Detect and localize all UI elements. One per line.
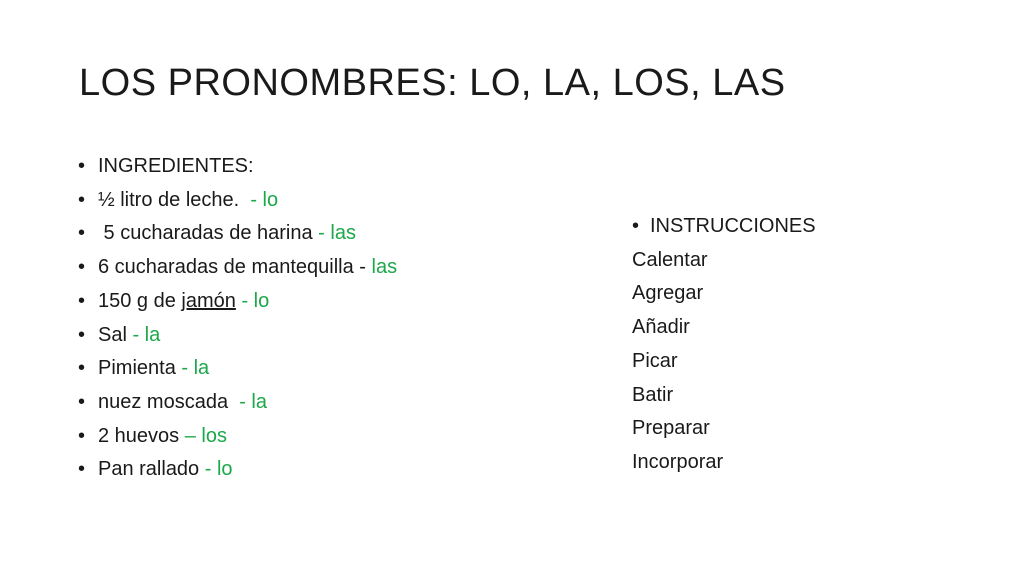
ingredient-text: Sal <box>98 323 133 346</box>
ingredient-text: Pimienta <box>98 357 182 380</box>
ingredient-text: 2 huevos <box>98 424 185 447</box>
bullet-icon: • <box>78 155 86 177</box>
list-item <box>78 217 397 251</box>
ingredient-text: nuez moscada <box>98 390 240 413</box>
ingredient-pronoun: - la <box>132 323 161 346</box>
instructions-steps <box>632 244 816 480</box>
ingredient-text: Pan rallado <box>98 458 205 481</box>
ingredient-pronoun: – los <box>184 424 227 447</box>
instructions-section <box>632 210 816 480</box>
list-item: Incorporar <box>632 450 724 473</box>
bullet-icon: • <box>78 424 86 447</box>
ingredient-pronoun: - lo <box>235 289 270 312</box>
bullet-icon: • <box>78 188 86 211</box>
ingredient-pronoun: - la <box>181 357 210 380</box>
ingredient-pronoun: - las <box>318 222 356 245</box>
list-item <box>78 352 397 386</box>
list-item: Picar <box>632 349 678 372</box>
ingredient-pronoun: - lo <box>250 188 279 211</box>
ingredient-dash: - <box>359 256 372 279</box>
slide-title: LOS PRONOMBRES: LO, LA, LOS, LAS <box>79 62 786 104</box>
bullet-icon: • <box>632 215 640 237</box>
ingredient-pronoun: - la <box>239 390 267 413</box>
bullet-icon: • <box>78 256 86 279</box>
bullet-icon: • <box>78 390 86 413</box>
list-item <box>78 319 397 353</box>
list-item <box>78 386 397 420</box>
list-item: Preparar <box>632 417 710 440</box>
list-item <box>78 184 397 218</box>
ingredients-list <box>78 150 397 487</box>
instructions-heading-label: INSTRUCCIONES <box>650 215 816 237</box>
list-item <box>78 420 397 454</box>
ingredient-text: ½ litro de leche. <box>98 188 251 211</box>
bullet-icon: • <box>78 222 86 245</box>
bullet-icon: • <box>78 323 86 346</box>
list-item: Añadir <box>632 316 690 339</box>
ingredient-text: 6 cucharadas de mantequilla <box>98 256 360 279</box>
ingredient-text: 5 cucharadas de harina <box>98 222 319 245</box>
ingredient-pronoun: - lo <box>204 458 233 481</box>
list-item <box>78 285 397 319</box>
bullet-icon: • <box>78 289 86 312</box>
list-item <box>78 453 397 487</box>
list-item: Calentar <box>632 248 708 271</box>
ingredients-heading <box>78 150 397 184</box>
list-item <box>78 251 397 285</box>
bullet-icon: • <box>78 357 86 380</box>
instructions-heading <box>632 210 816 244</box>
ingredient-pronoun: las <box>371 256 398 279</box>
list-item: Batir <box>632 383 674 406</box>
ingredient-text: 150 g de <box>98 289 182 312</box>
ingredient-underlined-word: jamón <box>181 289 236 312</box>
bullet-icon: • <box>78 458 86 481</box>
ingredients-heading-label: INGREDIENTES: <box>98 155 254 177</box>
list-item: Agregar <box>632 282 704 305</box>
